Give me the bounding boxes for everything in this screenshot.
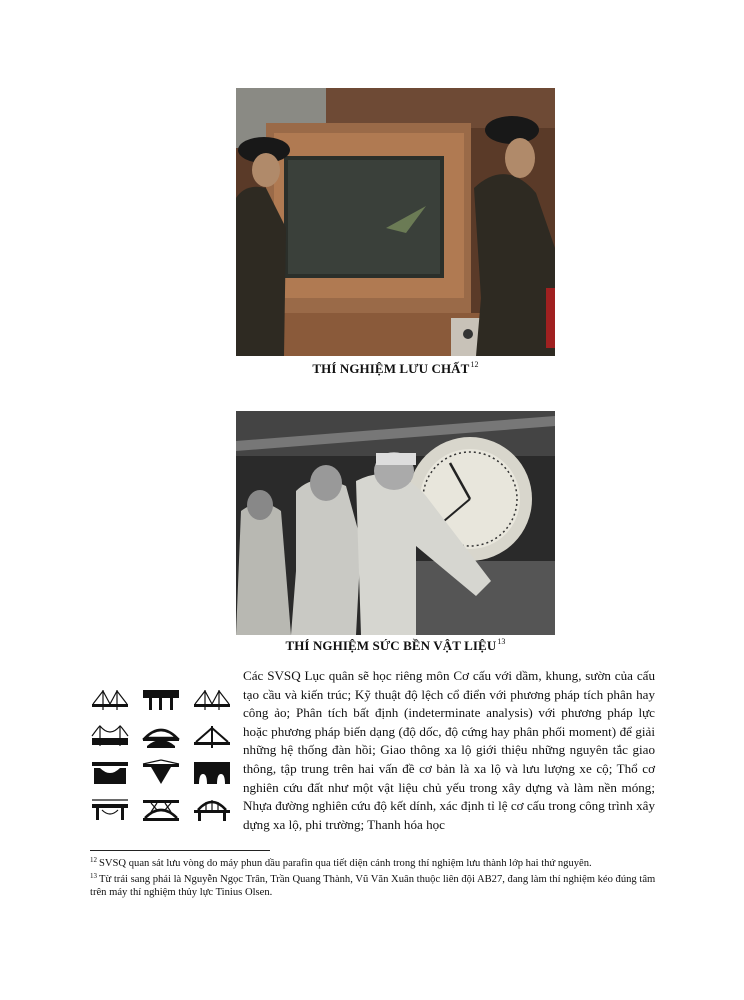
- cantilever-bridge-icon: [194, 726, 230, 748]
- cable-stayed-bridge-icon: [92, 690, 128, 710]
- body-paragraph: Các SVSQ Lục quân sẽ học riêng môn Cơ cấu với dầm, khung, sườn của cấu tạo cầu và kiến trúc; Kỹ thuật độ lệch cổ điển với phương pháp tích phân hay công ảo; Phân tích bất định (indeterminate analysis) với phương pháp lực hoặc phương pháp biến dạng (độ dốc, độ cứng hay phân phối moment) để giải những hệ thống đàn hồi; Giao thông xa lộ giới thiệu những nguyên tắc giao thông, tập trung trên hai vấn đề cơ bản là xa lộ và lưu lượng xe cộ; Thổ cơ nghiên cứu đất như một vật liệu chủ yếu trong xây dựng và làm nền móng; Nhựa đường nghiên cứu độ kết dính, xác định tỉ lệ cơ cấu trong công trình xây dựng xa lộ, phi trường; Thanh hóa học: [243, 668, 655, 832]
- viaduct-arch-bridge-icon: [194, 762, 230, 784]
- figure-2-caption: [236, 637, 555, 654]
- figure-1-caption: [236, 360, 555, 377]
- footnote-text: Từ trái sang phải là Nguyễn Ngọc Trân, Trần Quang Thành, Vũ Văn Xuân thuộc liên đội AB27, đang làm thí nghiệm kéo đúng tâm trên máy thí nghiệm thủy lực Tinius Olsen.: [90, 874, 656, 899]
- arch-bridge-icon: [143, 730, 179, 748]
- footnotes: [90, 854, 662, 900]
- footnote-number: 13: [90, 872, 97, 881]
- figure-1-caption-text: THÍ NGHIỆM LƯU CHẤT: [312, 361, 470, 376]
- bridge-icon-grid: [90, 686, 232, 824]
- footnote-text: SVSQ quan sát lưu vòng do máy phun dầu parafin qua tiết diện cánh trong thí nghiệm lưu thành lớp hai thứ nguyên.: [99, 858, 592, 869]
- materials-lab-photo: [236, 411, 555, 635]
- truss-arch-bridge-icon: [143, 800, 179, 821]
- footnote-13: [90, 870, 662, 899]
- cable-stayed-bridge-icon: [194, 690, 230, 710]
- footnote-separator: [90, 850, 270, 851]
- beam-bridge-icon: [92, 800, 128, 820]
- through-arch-bridge-icon: [194, 800, 230, 821]
- suspension-bridge-icon: [92, 726, 128, 746]
- footnote-ref-13: 13: [497, 637, 506, 646]
- footnote-12: [90, 854, 662, 870]
- truss-bridge-icon: [143, 690, 179, 710]
- footnote-ref-12: 12: [470, 360, 479, 369]
- cable-stayed-bridge-icon: [143, 760, 179, 784]
- figure-2-caption-text: THÍ NGHIỆM SỨC BỀN VẬT LIỆU: [285, 638, 497, 653]
- footnote-number: 12: [90, 856, 97, 864]
- deck-arch-bridge-icon: [92, 762, 128, 784]
- fluid-lab-photo: [236, 88, 555, 356]
